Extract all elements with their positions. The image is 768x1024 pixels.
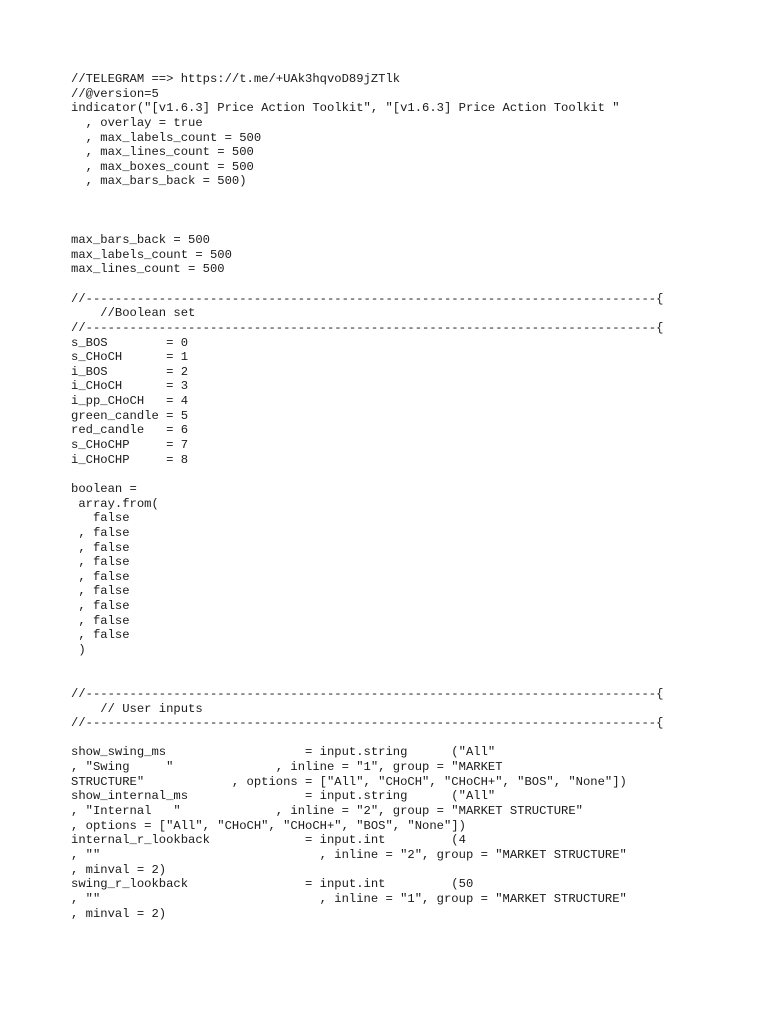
code-line: , false xyxy=(71,628,130,643)
code-line: show_internal_ms = input.string ("All" xyxy=(71,789,496,804)
code-line: s_BOS = 0 xyxy=(71,335,189,350)
code-line: max_labels_count = 500 xyxy=(71,247,232,262)
code-line xyxy=(71,467,761,482)
code-line: //Boolean set xyxy=(71,306,196,321)
code-line: STRUCTURE" , options = ["All", "CHoCH", "CHoCH+", "BOS", "None"]) xyxy=(71,774,627,789)
code-line: , "" , inline = "2", group = "MARKET STRUCTURE" xyxy=(71,847,627,862)
code-line: , false xyxy=(71,613,130,628)
code-line: array.from( xyxy=(71,496,159,511)
code-line: , max_lines_count = 500 xyxy=(71,145,254,160)
code-line xyxy=(71,672,761,687)
code-line: , overlay = true xyxy=(71,115,203,130)
code-line: i_BOS = 2 xyxy=(71,364,189,379)
code-line: , false xyxy=(71,555,130,570)
code-line: , false xyxy=(71,584,130,599)
code-line: swing_r_lookback = input.int (50 xyxy=(71,877,474,892)
code-line: //------------------------------------------------------------------------------{ xyxy=(71,716,664,731)
code-line: false xyxy=(71,511,130,526)
code-line: , minval = 2) xyxy=(71,906,167,921)
code-line: , "Internal " , inline = "2", group = "MARKET STRUCTURE" xyxy=(71,804,583,819)
code-line: //------------------------------------------------------------------------------{ xyxy=(71,320,664,335)
code-line xyxy=(71,658,761,673)
code-line: indicator("[v1.6.3] Price Action Toolkit", "[v1.6.3] Price Action Toolkit " xyxy=(71,101,620,116)
code-line xyxy=(71,218,761,233)
code-line: i_CHoCH = 3 xyxy=(71,379,189,394)
code-line: i_CHoCHP = 8 xyxy=(71,452,189,467)
code-line: , false xyxy=(71,599,130,614)
code-document xyxy=(71,72,761,921)
code-line: i_pp_CHoCH = 4 xyxy=(71,394,189,409)
code-line: , false xyxy=(71,569,130,584)
code-line: red_candle = 6 xyxy=(71,423,189,438)
code-line: , max_bars_back = 500) xyxy=(71,174,247,189)
code-line: , max_boxes_count = 500 xyxy=(71,159,254,174)
code-line: s_CHoCH = 1 xyxy=(71,350,189,365)
code-line xyxy=(71,277,761,292)
code-line: boolean = xyxy=(71,481,137,496)
code-line: max_lines_count = 500 xyxy=(71,262,225,277)
code-line: green_candle = 5 xyxy=(71,408,189,423)
code-line: , "" , inline = "1", group = "MARKET STRUCTURE" xyxy=(71,891,627,906)
code-line: // User inputs xyxy=(71,701,203,716)
code-line: , false xyxy=(71,525,130,540)
code-line: max_bars_back = 500 xyxy=(71,233,210,248)
code-line: internal_r_lookback = input.int (4 xyxy=(71,833,466,848)
code-line: , false xyxy=(71,540,130,555)
code-line xyxy=(71,189,761,204)
code-line: //------------------------------------------------------------------------------{ xyxy=(71,686,664,701)
code-line xyxy=(71,731,761,746)
code-line: //------------------------------------------------------------------------------{ xyxy=(71,291,664,306)
code-line: , "Swing " , inline = "1", group = "MARKET xyxy=(71,760,503,775)
code-line: //@version=5 xyxy=(71,86,159,101)
code-line: ) xyxy=(71,642,86,657)
code-line: , options = ["All", "CHoCH", "CHoCH+", "BOS", "None"]) xyxy=(71,818,466,833)
code-line: //TELEGRAM ==> https://t.me/+UAk3hqvoD89jZTlk xyxy=(71,72,401,86)
code-line xyxy=(71,204,761,219)
code-line: , max_labels_count = 500 xyxy=(71,130,262,145)
code-line: , minval = 2) xyxy=(71,862,167,877)
code-line: s_CHoCHP = 7 xyxy=(71,438,189,453)
code-line: show_swing_ms = input.string ("All" xyxy=(71,745,496,760)
